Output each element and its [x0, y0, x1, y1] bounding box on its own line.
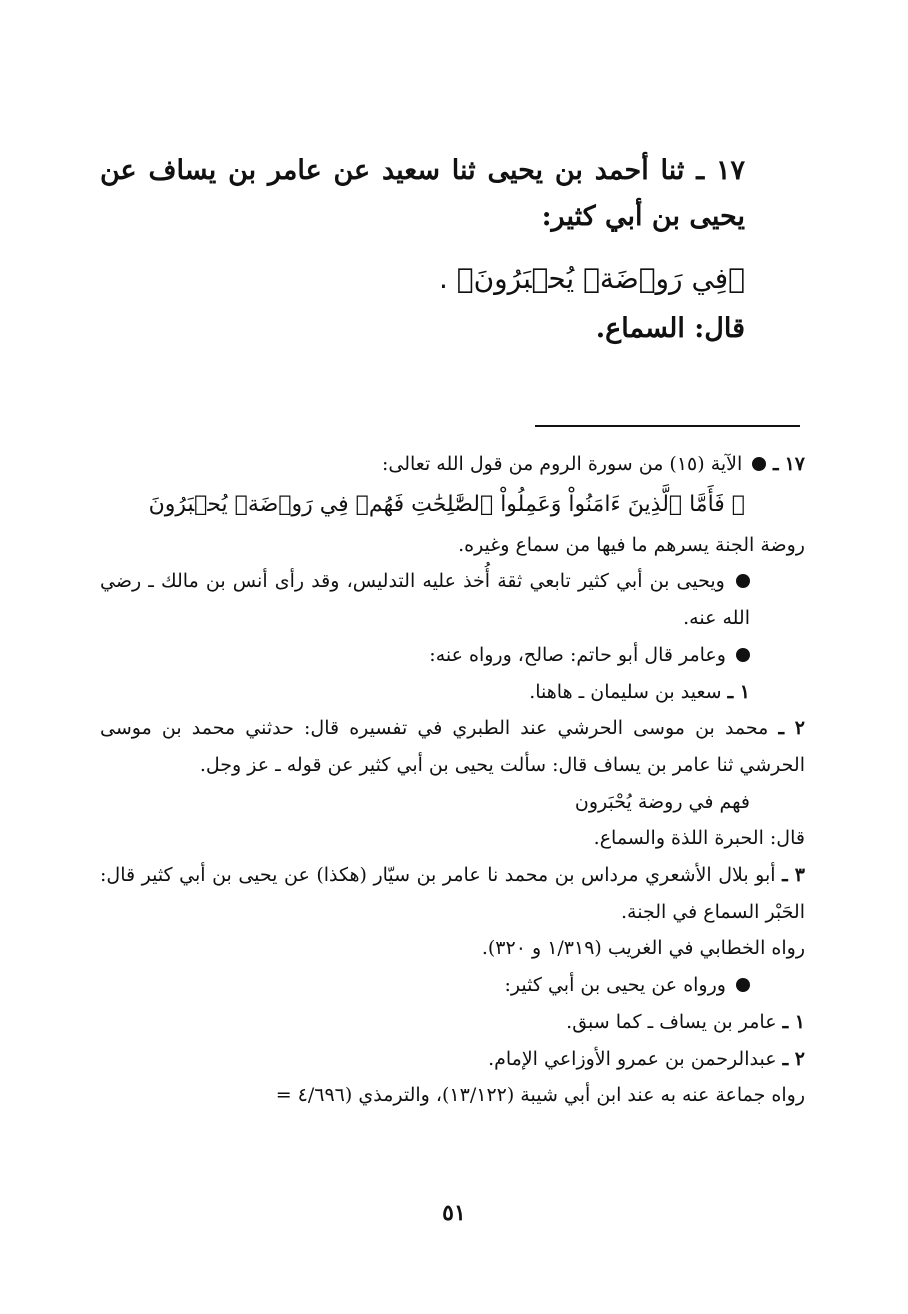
footnote-intro-text: الآية (١٥) من سورة الروم من قول الله تعالى: — [381, 453, 743, 475]
item-text: سعيد بن سليمان ـ هاهنا. — [529, 680, 722, 703]
footnote-p4 — [100, 967, 805, 1004]
hadith-number: ١٧ — [715, 155, 745, 186]
hadith-block — [100, 148, 745, 352]
footnotes — [100, 446, 805, 1114]
item-reference: رواه الخطابي في الغريب (١/٣١٩ و ٣٢٠). — [481, 937, 805, 960]
hadith-verse — [100, 256, 745, 302]
hadith-saying: قال: السماع. — [595, 313, 745, 344]
bullet-icon — [752, 457, 766, 471]
item-text: عامر بن يساف ـ كما سبق. — [566, 1010, 777, 1033]
footnote-number: ١٧ — [784, 453, 805, 475]
footnote-divider — [535, 425, 800, 427]
item-number: ١ ـ — [782, 1010, 805, 1033]
footnote-p3 — [100, 637, 805, 674]
hadith-verse-text: ﴿فِي رَوۡضَةٖ يُحۡبَرُونَ﴾ . — [438, 262, 745, 295]
footnote-p2-text: ويحيى بن أبي كثير تابعي ثقة أُخذ عليه التدليس، وقد رأى أنس بن مالك ـ رضي الله عنه. — [100, 570, 750, 630]
footnote-verse: ﴿ فَأَمَّا ٱلَّذِينَ ءَامَنُواْ وَعَمِلُواْ ٱلصَّٰلِحَٰتِ فَهُمۡ فِي رَوۡضَةٖ يُحۡبَرُونَ — [148, 491, 745, 517]
footnote-last-line: رواه جماعة عنه به عند ابن أبي شيبة (١٣/١٢٢)، والترمذي (٤/٦٩٦ = — [275, 1084, 805, 1107]
list-item — [100, 857, 805, 930]
list-item — [100, 1004, 805, 1041]
list-item — [100, 674, 805, 711]
hadith-isnad: ثنا أحمد بن يحيى ثنا سعيد عن عامر بن يساف عن يحيى بن أبي كثير: — [100, 155, 745, 232]
item-number: ٢ ـ — [782, 1047, 805, 1070]
list-item — [100, 1041, 805, 1078]
bullet-icon — [736, 574, 750, 588]
bullet-icon — [736, 978, 750, 992]
bullet-icon — [736, 648, 750, 662]
item-verse: فهم في روضة يُحْبَرون — [574, 790, 750, 813]
list-item — [100, 710, 805, 783]
item-text: عبدالرحمن بن عمرو الأوزاعي الإمام. — [488, 1047, 777, 1070]
item-text: محمد بن موسى الحرشي عند الطبري في تفسيره قال: حدثني محمد بن موسى الحرشي ثنا عامر بن يساف قال: سألت يحيى بن أبي كثير عن قوله ـ عز وجل. — [100, 717, 805, 776]
footnote-p1: روضة الجنة يسرهم ما فيها من سماع وغيره. — [458, 533, 805, 556]
item-saying: قال: الحبرة اللذة والسماع. — [593, 827, 805, 850]
page-number: ٥١ — [442, 1200, 466, 1226]
item-number: ٢ ـ — [778, 717, 805, 740]
hadith-text: ١٧ ـ ثنا أحمد بن يحيى ثنا سعيد عن عامر بن يساف عن يحيى بن أبي كثير: — [100, 155, 745, 232]
footnote-intro: ١٧ ـ الآية (١٥) من سورة الروم من قول الله تعالى: — [381, 453, 805, 475]
item-number: ١ ـ — [727, 680, 750, 703]
footnote-p3-text: وعامر قال أبو حاتم: صالح، ورواه عنه: — [429, 643, 726, 666]
item-number: ٣ ـ — [782, 864, 805, 887]
footnote-p2 — [100, 563, 805, 636]
footnote-p4-text: ورواه عن يحيى بن أبي كثير: — [504, 974, 726, 997]
item-text: أبو بلال الأشعري مرداس بن محمد نا عامر بن سيّار (هكذا) عن يحيى بن أبي كثير قال: الحَبْر السماع في الجنة. — [100, 864, 805, 923]
